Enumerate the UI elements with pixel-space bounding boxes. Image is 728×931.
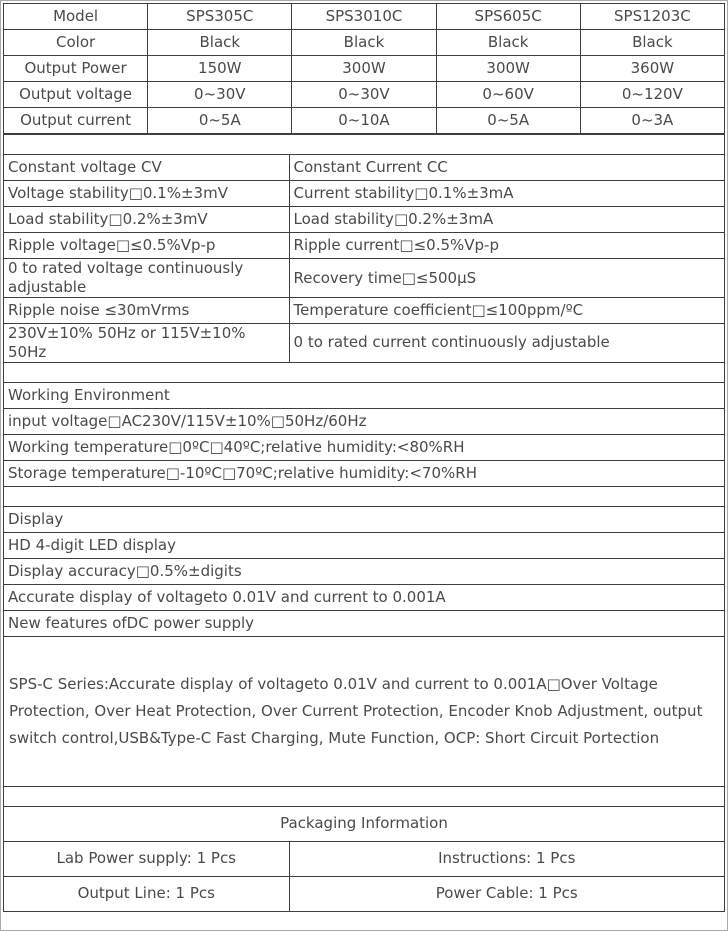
spec-cell: Load stability□0.2%±3mA	[289, 207, 724, 233]
cell-value: 0~30V	[292, 82, 436, 108]
packaging-item: Instructions: 1 Pcs	[289, 841, 724, 876]
spacer-row	[4, 486, 725, 506]
spec-cell: Load stability□0.2%±3mV	[4, 207, 290, 233]
row-label: Model	[4, 4, 148, 30]
cc-section-title: Constant Current CC	[289, 155, 724, 181]
table-row	[4, 30, 725, 56]
table-row	[4, 460, 725, 486]
cell-value: 0~10A	[292, 108, 436, 134]
packaging-title: Packaging Information	[4, 806, 725, 841]
table-row	[4, 408, 725, 434]
cell-value: Black	[292, 30, 436, 56]
table-row	[4, 259, 725, 298]
spec-cell: Accurate display of voltageto 0.01V and current to 0.001A	[4, 584, 725, 610]
cell-value: SPS3010C	[292, 4, 436, 30]
table-row	[4, 382, 725, 408]
row-label: Output current	[4, 108, 148, 134]
spec-cell: Voltage stability□0.1%±3mV	[4, 181, 290, 207]
spec-cell: 0 to rated current continuously adjustable	[289, 324, 724, 363]
row-label: Color	[4, 30, 148, 56]
table-row	[4, 181, 725, 207]
table-row	[4, 4, 725, 30]
table-row	[4, 56, 725, 82]
table-row	[4, 841, 725, 876]
table-row	[4, 876, 725, 911]
spacer-cell	[4, 362, 725, 382]
cell-value: Black	[580, 30, 724, 56]
spec-cell: Ripple noise ≤30mVrms	[4, 298, 290, 324]
spec-cell: 230V±10% 50Hz or 115V±10% 50Hz	[4, 324, 290, 363]
cell-value: Black	[148, 30, 292, 56]
spec-cell: Temperature coefficient□≤100ppm/ºC	[289, 298, 724, 324]
spacer-row	[4, 135, 725, 155]
spacer-cell	[4, 486, 725, 506]
spec-cell: input voltage□AC230V/115V±10%□50Hz/60Hz	[4, 408, 725, 434]
cell-value: Black	[436, 30, 580, 56]
cell-value: 0~120V	[580, 82, 724, 108]
cell-value: SPS605C	[436, 4, 580, 30]
table-row	[4, 82, 725, 108]
section-title-display: Display	[4, 506, 725, 532]
cell-value: 300W	[292, 56, 436, 82]
spacer-cell	[4, 786, 725, 806]
row-label: Output Power	[4, 56, 148, 82]
cell-value: 300W	[436, 56, 580, 82]
table-row	[4, 298, 725, 324]
cell-value: 360W	[580, 56, 724, 82]
table-row	[4, 155, 725, 181]
table-row	[4, 806, 725, 841]
spec-cell: Working temperature□0ºC□40ºC;relative humidity:<80%RH	[4, 434, 725, 460]
table-row	[4, 558, 725, 584]
spec-cell: Storage temperature□-10ºC□70ºC;relative humidity:<70%RH	[4, 460, 725, 486]
series-description: SPS-C Series:Accurate display of voltageto 0.01V and current to 0.001A□Over Voltage Protection, Over Heat Protection, Over Current Protection, Encoder Knob Adjustment, output switch control,USB&Type-C Fast Charging, Mute Function, OCP: Short Circuit Portection	[4, 636, 725, 786]
spec-cell: 0 to rated voltage continuously adjustable	[4, 259, 290, 298]
packaging-item: Output Line: 1 Pcs	[4, 876, 290, 911]
table-row	[4, 324, 725, 363]
cell-value: SPS1203C	[580, 4, 724, 30]
table-row	[4, 108, 725, 134]
spec-cell: HD 4-digit LED display	[4, 532, 725, 558]
row-label: Output voltage	[4, 82, 148, 108]
spec-cell: New features ofDC power supply	[4, 610, 725, 636]
spacer-cell	[4, 135, 725, 155]
spacer-row	[4, 362, 725, 382]
cell-value: SPS305C	[148, 4, 292, 30]
spec-cell: Current stability□0.1%±3mA	[289, 181, 724, 207]
spec-cell: Display accuracy□0.5%±digits	[4, 558, 725, 584]
cv-section-title: Constant voltage CV	[4, 155, 290, 181]
cell-value: 0~3A	[580, 108, 724, 134]
packaging-item: Power Cable: 1 Pcs	[289, 876, 724, 911]
packaging-item: Lab Power supply: 1 Pcs	[4, 841, 290, 876]
spec-cell: Recovery time□≤500μS	[289, 259, 724, 298]
cell-value: 0~30V	[148, 82, 292, 108]
table-row	[4, 207, 725, 233]
table-row	[4, 434, 725, 460]
cell-value: 0~60V	[436, 82, 580, 108]
table-row	[4, 532, 725, 558]
spec-cell: Ripple current□≤0.5%Vp-p	[289, 233, 724, 259]
spec-cell: Ripple voltage□≤0.5%Vp-p	[4, 233, 290, 259]
table-row	[4, 636, 725, 786]
table-row	[4, 506, 725, 532]
cell-value: 150W	[148, 56, 292, 82]
spacer-row	[4, 786, 725, 806]
table-row	[4, 610, 725, 636]
cell-value: 0~5A	[148, 108, 292, 134]
table-row	[4, 584, 725, 610]
details-table	[3, 134, 725, 912]
cell-value: 0~5A	[436, 108, 580, 134]
section-title-working-environment: Working Environment	[4, 382, 725, 408]
models-table	[3, 3, 725, 134]
table-row	[4, 233, 725, 259]
